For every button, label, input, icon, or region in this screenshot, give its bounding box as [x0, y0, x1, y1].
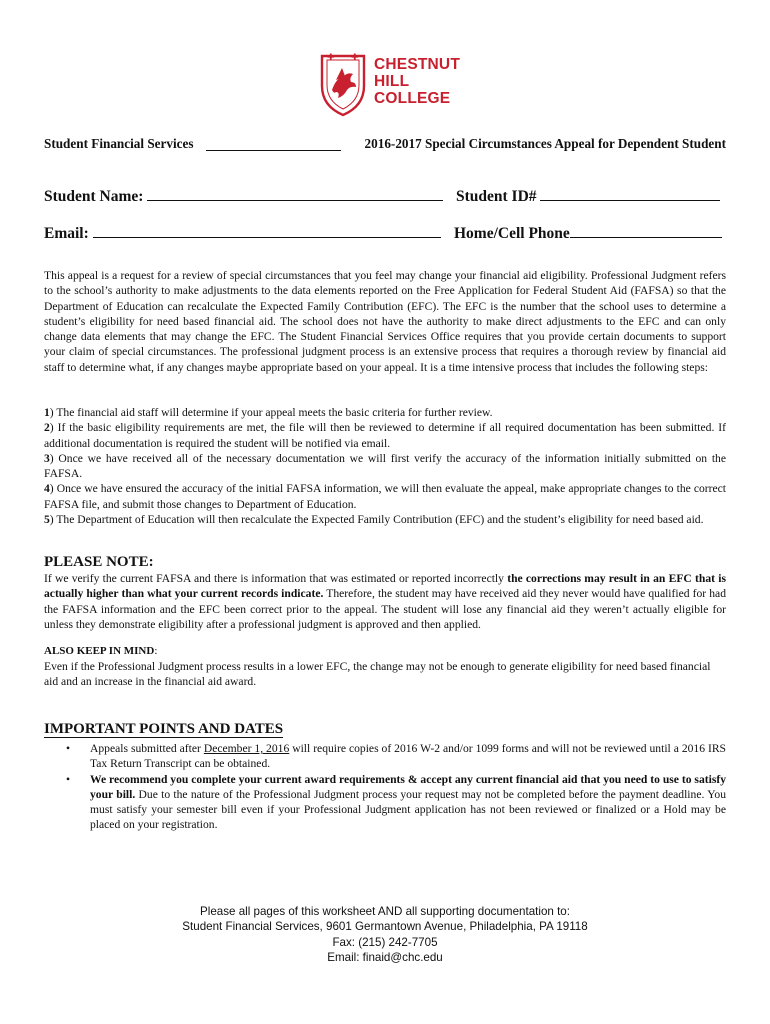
logo-line-1: CHESTNUT: [374, 56, 460, 73]
logo-line-2: HILL: [374, 73, 410, 90]
email-field: [44, 223, 441, 243]
phone-field: [454, 223, 722, 243]
bullet-icon: •: [66, 772, 71, 786]
bullet-2-rest: Due to the nature of the Professional Judgment process your request may not be completed before the payment deadline. You must satisfy your semester bill even if your Professional Judgment application has not been reviewed or finalized or a Hold may be placed on your registration.: [90, 787, 727, 832]
important-points-title: IMPORTANT POINTS AND DATES: [44, 721, 284, 737]
bullet-1-rest: will require copies of 2016 W-2 and/or 1099 forms and will not be reviewed until a 2016 IRS Tax Return Transcript can be obtained.: [90, 742, 726, 771]
footer-email[interactable]: Email: finaid@chc.edu: [327, 950, 443, 964]
also-keep-paragraph: Even if the Professional Judgment process results in a lower EFC, the change may not be enough to generate eligibility for need based financial aid and an increase in the financial aid award.: [44, 660, 711, 689]
step-1: [44, 405, 726, 420]
student-name-field: [44, 186, 443, 206]
svg-text:✚: ✚: [351, 53, 359, 63]
footer-fax: Fax: (215) 242-7705: [332, 935, 438, 949]
step-number: 1: [44, 406, 50, 419]
step-text: ) Once we have received all of the necessary documentation we will first verify the accuracy of the information initially submitted on the FAFSA.: [44, 451, 726, 481]
list-item: [66, 741, 726, 772]
student-id-field: [456, 186, 720, 206]
step-number: 3: [44, 451, 50, 465]
header-rule: [206, 150, 341, 151]
process-steps: [44, 405, 726, 527]
phone-label: Home/Cell Phone: [454, 225, 570, 242]
footer-instruction: Please all pages of this worksheet AND all supporting documentation to:: [200, 905, 570, 918]
college-logo: [318, 52, 458, 118]
step-text: ) If the basic eligibility requirements are met, the file will then be reviewed to determine if all required documentation has been submitted. If additional documentation is required the student will be notified via email.: [44, 421, 726, 450]
please-note-paragraph: [44, 571, 726, 632]
important-points-list: [66, 741, 726, 833]
step-number: 2: [44, 421, 50, 435]
department-name: Student Financial Services: [44, 136, 194, 151]
form-title: 2016-2017 Special Circumstances Appeal for Dependent Student: [364, 136, 726, 151]
step-text: ) The financial aid staff will determine if your appeal meets the basic criteria for further review.: [49, 406, 493, 419]
step-2: [44, 420, 726, 451]
note-intro: If we verify the current FAFSA and there is information that was estimated or reported incorrectly: [44, 572, 508, 585]
step-3: [44, 451, 726, 482]
important-points-heading: [44, 721, 283, 738]
college-crest-icon: [318, 52, 368, 118]
bullet-1-intro: Appeals submitted after: [90, 742, 204, 755]
bullet-icon: •: [66, 742, 71, 755]
also-keep-heading: [44, 645, 157, 657]
bullet-2-emphasis: We recommend you complete your current award requirements & accept any current financial aid that you need to use to satisfy your bill.: [90, 772, 726, 801]
student-name-input-line[interactable]: [147, 186, 443, 201]
student-id-input-line[interactable]: [540, 186, 720, 201]
intro-paragraph: This appeal is a request for a review of special circumstances that you feel may change your financial aid eligibility. Professional Judgment refers to the school’s authority to make adjustments to the data elements reported on the Free Application for Federal Student Aid (FAFSA) so that the Department of Education can recalculate the Expected Family Contribution (EFC). The EFC is the number that the school uses to determine a student’s eligibility for need based financial aid. The school does not have the authority to make direct adjustments to the EFC and can only change data elements that may change the EFC. The Student Financial Services Office requires that you provide certain documents to support your claim of special circumstances. The professional judgment process is an extensive process that requires a thorough review by financial aid staff to determine what, if any changes maybe appropriate based on your appeal. It is a time intensive process that includes the following steps:: [44, 269, 726, 374]
phone-input-line[interactable]: [570, 223, 722, 238]
student-id-label: Student ID#: [456, 188, 537, 205]
logo-line-3: COLLEGE: [374, 90, 451, 107]
step-number: 5: [44, 513, 50, 527]
step-text: ) The Department of Education will then recalculate the Expected Family Contribution (EFC) and the student’s eligibility for need based aid.: [49, 513, 704, 527]
please-note-heading: PLEASE NOTE:: [44, 554, 154, 570]
svg-text:✚: ✚: [327, 53, 335, 63]
step-5: [44, 512, 726, 527]
email-label: Email:: [44, 225, 89, 242]
step-text: ) Once we have ensured the accuracy of the initial FAFSA information, we will then evaluate the appeal, make appropriate changes to the correct FAFSA file, and submit those changes to Department of Education.: [44, 482, 726, 511]
email-input-line[interactable]: [93, 223, 441, 238]
list-item: [66, 772, 726, 833]
college-wordmark: [374, 56, 460, 107]
also-keep-title: ALSO KEEP IN MIND: [44, 645, 155, 657]
also-keep-colon: :: [154, 645, 158, 657]
step-number: 4: [44, 482, 50, 496]
submission-footer: [0, 904, 770, 965]
student-name-label: Student Name:: [44, 188, 144, 205]
appeal-deadline-date: December 1, 2016: [203, 742, 290, 755]
note-emphasis: the corrections may result in an EFC that is actually higher than what your current records indicate.: [44, 572, 726, 601]
step-4: [44, 481, 726, 512]
footer-address: Student Financial Services, 9601 Germantown Avenue, Philadelphia, PA 19118: [182, 920, 588, 934]
note-rest: Therefore, the student may have received aid they never would have qualified for had the FAFSA information and the EFC been correct prior to the appeal. The student will lose any financial aid they weren’t actually eligible for unless they demonstrate eligibility after a professional judgment is approved and then applied.: [44, 587, 726, 631]
